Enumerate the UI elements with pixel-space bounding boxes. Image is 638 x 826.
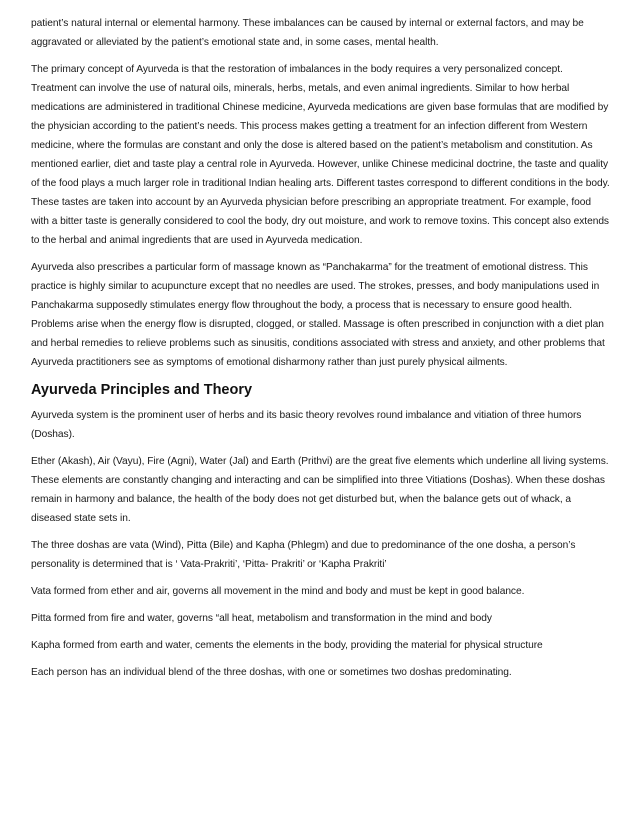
- paragraph-panchakarma: Ayurveda also prescribes a particular form of massage known as “Panchakarma” for the treatment of emotional distress. This practice is highly similar to acupuncture except that no needles are used. The strokes, presses, and body manipulations used in Panchakarma supposedly stimulates energy flow throughout the body, a process that is necessary to ensure good health. Problems arise when the energy flow is disrupted, clogged, or stalled. Massage is often prescribed in conjunction with a diet plan and herbal remedies to relieve problems such as sinusitis, conditions associated with stress and anxiety, and other problems that Ayurveda practitioners see as symptoms of emotional disharmony rather than just purely physical ailments.: [31, 262, 605, 368]
- paragraph-kapha: Kapha formed from earth and water, cements the elements in the body, providing the material for physical structure: [31, 640, 543, 651]
- paragraph-five-elements: Ether (Akash), Air (Vayu), Fire (Agni), Water (Jal) and Earth (Prithvi) are the great five elements which underline all living systems. These elements are constantly changing and interacting and can be simplified into three Vitiations (Doshas). When these doshas remain in harmony and balance, the health of the body does not get disturbed but, when the balance gets out of whack, a diseased state sets in.: [31, 456, 609, 524]
- document-page: [31, 14, 611, 690]
- paragraph-pitta: Pitta formed from fire and water, governs “all heat, metabolism and transformation in the mind and body: [31, 613, 492, 624]
- paragraph-vata: Vata formed from ether and air, governs all movement in the mind and body and must be kept in good balance.: [31, 586, 525, 597]
- paragraph-three-doshas: The three doshas are vata (Wind), Pitta (Bile) and Kapha (Phlegm) and due to predominance of the one dosha, a person’s personality is determined that is ‘ Vata-Prakriti’, ‘Pitta- Prakriti’ or ‘Kapha Prakriti’: [31, 540, 576, 570]
- paragraph-individual-blend: Each person has an individual blend of the three doshas, with one or sometimes two doshas predominating.: [31, 667, 512, 678]
- paragraph-primary-concept: The primary concept of Ayurveda is that the restoration of imbalances in the body requires a very personalized concept. Treatment can involve the use of natural oils, minerals, herbs, metals, and even animal ingredients. Similar to how herbal medications are administered in traditional Chinese medicine, Ayurveda medications are given base formulas that are modified by the physician according to the patient’s needs. This process makes getting a treatment for an infection different from Western medicine, where the formulas are constant and only the dose is altered based on the patient’s metabolism and constitution. As mentioned earlier, diet and taste play a central role in Ayurveda. However, unlike Chinese medicinal doctrine, the taste and quality of the food plays a much larger role in traditional Indian healing arts. Different tastes correspond to different conditions in the body. These tastes are taken into account by an Ayurveda physician before prescribing an appropriate treatment. For example, food with a bitter taste is generally considered to cool the body, dry out moisture, and work to remove toxins. This concept also extends to the herbal and animal ingredients that are used in Ayurveda medication.: [31, 64, 610, 246]
- section-heading: Ayurveda Principles and Theory: [31, 382, 253, 398]
- paragraph-herbs-doshas: Ayurveda system is the prominent user of herbs and its basic theory revolves round imbalance and vitiation of three humors (Doshas).: [31, 410, 582, 440]
- paragraph-intro-continuation: patient’s natural internal or elemental harmony. These imbalances can be caused by internal or external factors, and may be aggravated or alleviated by the patient’s emotional state and, in some cases, mental health.: [31, 18, 584, 48]
